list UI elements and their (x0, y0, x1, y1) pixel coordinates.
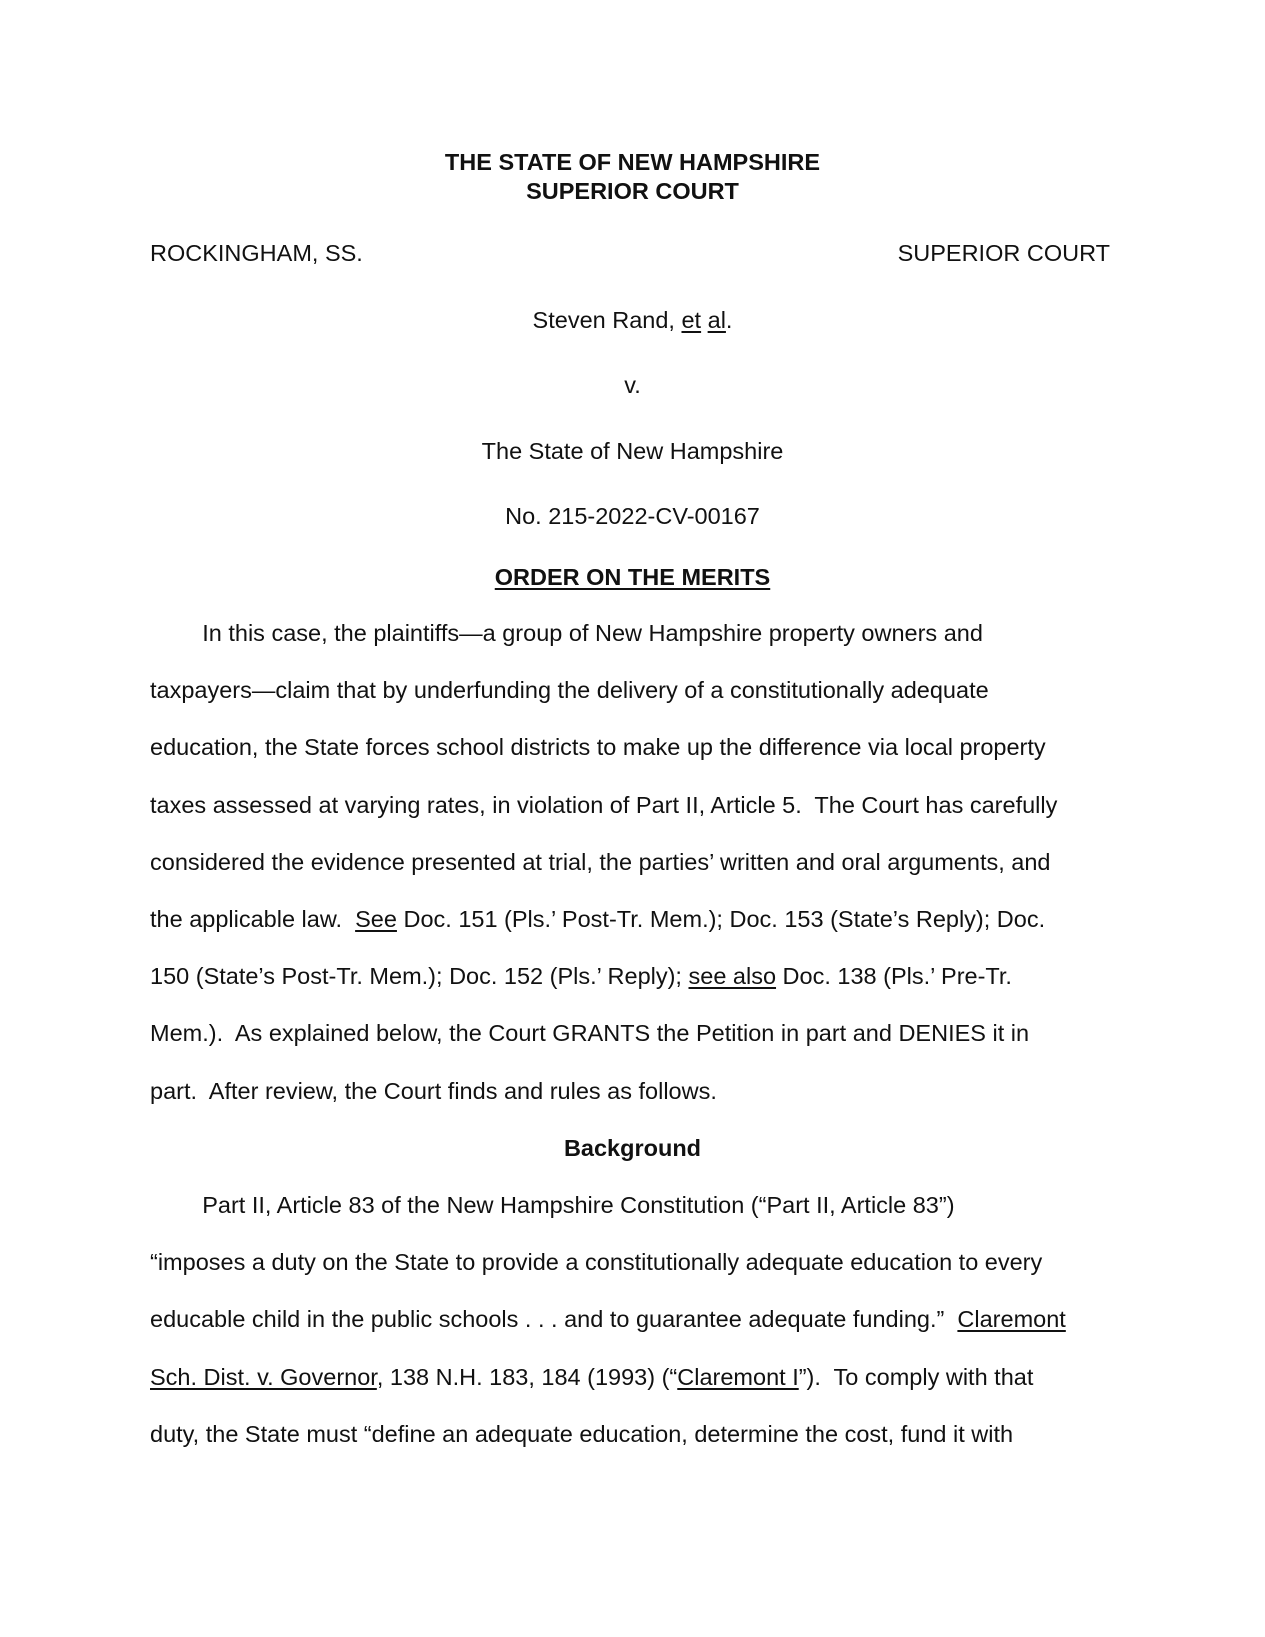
text-segment: Part II, Article 83 of the New Hampshire Constitution (“Part II, Article 83”) (150, 1192, 955, 1218)
text-segment: the applicable law. (150, 906, 356, 932)
text-segment: education, the State forces school districts to make up the difference via local property (150, 734, 1046, 761)
text-line (150, 791, 1057, 819)
citation-underlined: Sch. Dist. v. Governor (150, 1363, 377, 1390)
section-heading: Background (563, 1135, 702, 1161)
text-segment: “imposes a duty on the State to provide a constitutionally adequate education to every (150, 1249, 1043, 1276)
text-line (150, 848, 1051, 876)
text-line (150, 1305, 1066, 1333)
county-label: ROCKINGHAM, SS. (150, 240, 363, 266)
citation-underlined: See (355, 906, 397, 932)
citation-underlined: Claremont I (677, 1363, 799, 1390)
text-line (150, 1077, 717, 1105)
al: al (707, 307, 726, 333)
text-segment: taxpayers—claim that by underfunding the delivery of a constitutionally adequate (150, 677, 989, 704)
defendant: The State of New Hampshire (481, 438, 784, 464)
text-segment: educable child in the public schools . . . and to guarantee adequate funding.” (150, 1306, 958, 1333)
text-line (150, 905, 1045, 933)
text-segment: duty, the State must “define an adequate education, determine the cost, fund it with (150, 1420, 1014, 1447)
citation-underlined: see also (688, 963, 777, 990)
text-line (150, 676, 989, 704)
text-segment: ”). To comply with that (798, 1363, 1034, 1390)
text-line (150, 1191, 955, 1219)
text-line (150, 1363, 1033, 1391)
plaintiff (0, 306, 1265, 334)
text-segment: considered the evidence presented at trial, the parties’ written and oral arguments, and (150, 848, 1051, 875)
text-line (150, 1019, 1029, 1047)
text-line (150, 1248, 1042, 1276)
citation-underlined: Claremont (957, 1306, 1066, 1333)
order-title: ORDER ON THE MERITS (494, 564, 771, 590)
text-segment: taxes assessed at varying rates, in violation of Part II, Article 5. The Court has carefully (150, 791, 1058, 818)
docket-number: No. 215-2022-CV-00167 (505, 503, 760, 529)
title-state: THE STATE OF NEW HAMPSHIRE (444, 149, 821, 175)
text-line (150, 619, 983, 647)
title-court: SUPERIOR COURT (526, 178, 739, 204)
text-line (150, 1420, 1013, 1448)
court-label: SUPERIOR COURT (897, 240, 1110, 266)
text-segment: , 138 N.H. 183, 184 (1993) (“ (376, 1363, 678, 1390)
text-segment: Doc. 151 (Pls.’ Post-Tr. Mem.); Doc. 153 (State’s Reply); Doc. (396, 906, 1046, 932)
et: et (681, 307, 702, 333)
text-segment: Doc. 138 (Pls.’ Pre-Tr. (776, 963, 1012, 990)
text-segment: part. After review, the Court finds and rules as follows. (150, 1077, 717, 1104)
text-segment: Mem.). As explained below, the Court GRANTS the Petition in part and DENIES it in (150, 1020, 1030, 1047)
text-segment: 150 (State’s Post-Tr. Mem.); Doc. 152 (Pls.’ Reply); (150, 963, 689, 990)
versus: v. (624, 372, 641, 398)
text-line (150, 733, 1046, 761)
plaintiff-name: Steven Rand, (532, 307, 682, 333)
text-segment: In this case, the plaintiffs—a group of New Hampshire property owners and (150, 620, 983, 646)
text-line (150, 962, 1012, 990)
period: . (725, 307, 733, 333)
